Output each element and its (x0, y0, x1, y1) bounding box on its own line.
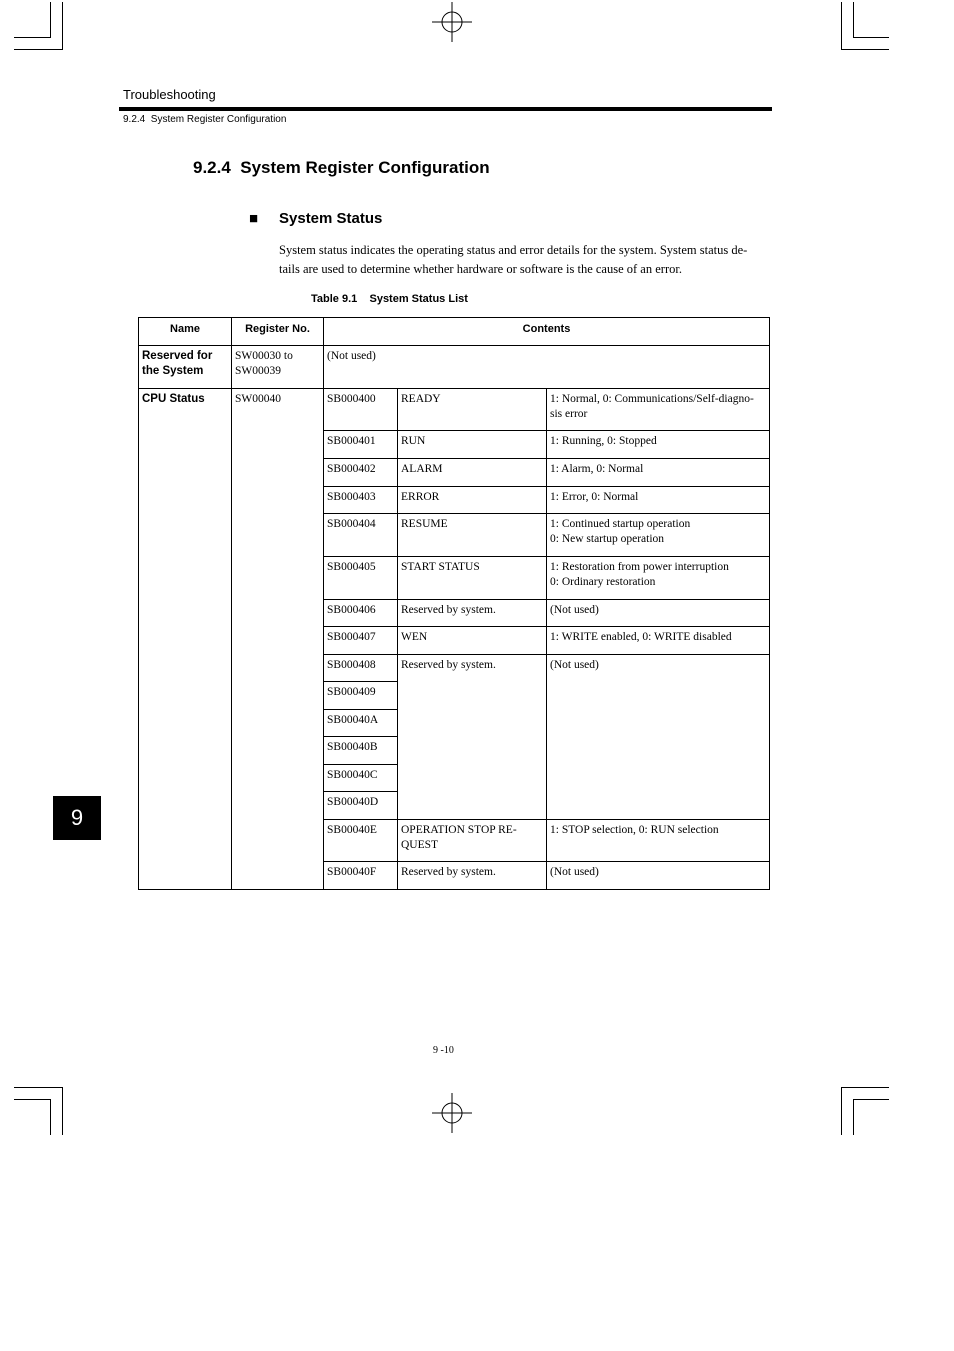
system-status-table (138, 317, 770, 890)
desc-cell (547, 514, 770, 557)
chapter-tab: 9 (53, 796, 101, 840)
bit-cell: SB000405 (324, 557, 398, 600)
label-cell: READY (398, 389, 547, 431)
desc-line: 1: Normal, 0: Communications/Self-diagno- (550, 393, 754, 405)
table-row (139, 346, 770, 389)
crop-mark (50, 1099, 51, 1135)
desc-cell: 1: WRITE enabled, 0: WRITE disabled (547, 627, 770, 655)
column-header-register: Register No. (232, 318, 324, 346)
bit-cell: SB000402 (324, 459, 398, 487)
cpu-status-register-cell: SW00040 (232, 389, 324, 890)
label-cell: RUN (398, 431, 547, 459)
crop-mark (50, 2, 51, 38)
subheading: System Status (279, 210, 383, 227)
crop-mark (14, 37, 50, 38)
crop-mark (841, 49, 889, 50)
table-row (139, 389, 770, 431)
desc-line: 0: New startup operation (550, 533, 665, 545)
label-line: OPERATION STOP RE- (401, 824, 517, 836)
desc-line: 0: Ordinary restoration (550, 576, 656, 588)
crop-mark (14, 1087, 62, 1088)
table-header-row (139, 318, 770, 346)
crop-mark (841, 1087, 842, 1135)
bit-cell: SB000403 (324, 487, 398, 514)
section-heading: 9.2.4 System Register Configuration (193, 158, 490, 177)
label-line: QUEST (401, 839, 439, 851)
column-header-name: Name (139, 318, 232, 346)
label-cell (398, 820, 547, 862)
register-cell (232, 346, 324, 389)
body-text-line: tails are used to determine whether hardware or software is the cause of an error. (279, 262, 682, 276)
page-number: 9 -10 (433, 1045, 454, 1056)
register-line: SW00039 (235, 365, 281, 377)
header-rule (119, 107, 772, 111)
desc-cell: (Not used) (547, 655, 770, 820)
bit-cell: SB00040C (324, 765, 398, 792)
subheading-marker: ■ (249, 210, 259, 227)
bit-cell: SB000408 (324, 655, 398, 682)
crop-mark (14, 49, 62, 50)
crop-mark (62, 2, 63, 50)
label-cell: RESUME (398, 514, 547, 557)
crop-mark (853, 37, 889, 38)
desc-cell: 1: Alarm, 0: Normal (547, 459, 770, 487)
bit-cell: SB000404 (324, 514, 398, 557)
label-cell: Reserved by system. (398, 600, 547, 627)
contents-cell: (Not used) (324, 346, 770, 389)
registration-mark-icon (432, 1093, 472, 1133)
bit-cell: SB000407 (324, 627, 398, 655)
body-text-line: System status indicates the operating status and error details for the system. System status de- (279, 243, 748, 257)
label-cell: WEN (398, 627, 547, 655)
crop-mark (14, 1099, 50, 1100)
label-cell: Reserved by system. (398, 862, 547, 890)
crop-mark (853, 1099, 889, 1100)
crop-mark (62, 1087, 63, 1135)
section-reference: 9.2.4 System Register Configuration (123, 114, 287, 125)
crop-mark (853, 1099, 854, 1135)
name-line: Reserved for (142, 350, 213, 362)
desc-cell (547, 557, 770, 600)
table-caption: Table 9.1 System Status List (311, 293, 468, 305)
crop-mark (853, 2, 854, 38)
desc-line: 1: Continued startup operation (550, 518, 691, 530)
desc-cell: 1: STOP selection, 0: RUN selection (547, 820, 770, 862)
crop-mark (841, 1087, 889, 1088)
register-line: SW00030 to (235, 350, 293, 362)
label-cell: Reserved by system. (398, 655, 547, 820)
bit-cell: SB00040F (324, 862, 398, 890)
desc-cell: 1: Error, 0: Normal (547, 487, 770, 514)
name-line: the System (142, 365, 204, 377)
desc-line: 1: Restoration from power interruption (550, 561, 729, 573)
label-cell: ERROR (398, 487, 547, 514)
desc-cell: (Not used) (547, 862, 770, 890)
registration-mark-icon (432, 2, 472, 42)
column-header-contents: Contents (324, 318, 770, 346)
bit-cell: SB00040E (324, 820, 398, 862)
desc-cell: 1: Running, 0: Stopped (547, 431, 770, 459)
desc-cell (547, 389, 770, 431)
bit-cell: SB00040A (324, 710, 398, 737)
desc-line: sis error (550, 408, 588, 420)
label-cell: START STATUS (398, 557, 547, 600)
name-cell (139, 346, 232, 389)
bit-cell: SB00040B (324, 737, 398, 765)
bit-cell: SB00040D (324, 792, 398, 820)
chapter-title: Troubleshooting (123, 87, 216, 102)
cpu-status-name-cell: CPU Status (139, 389, 232, 890)
bit-cell: SB000401 (324, 431, 398, 459)
bit-cell: SB000409 (324, 682, 398, 710)
bit-cell: SB000400 (324, 389, 398, 431)
crop-mark (841, 2, 842, 50)
bit-cell: SB000406 (324, 600, 398, 627)
label-cell: ALARM (398, 459, 547, 487)
desc-cell: (Not used) (547, 600, 770, 627)
